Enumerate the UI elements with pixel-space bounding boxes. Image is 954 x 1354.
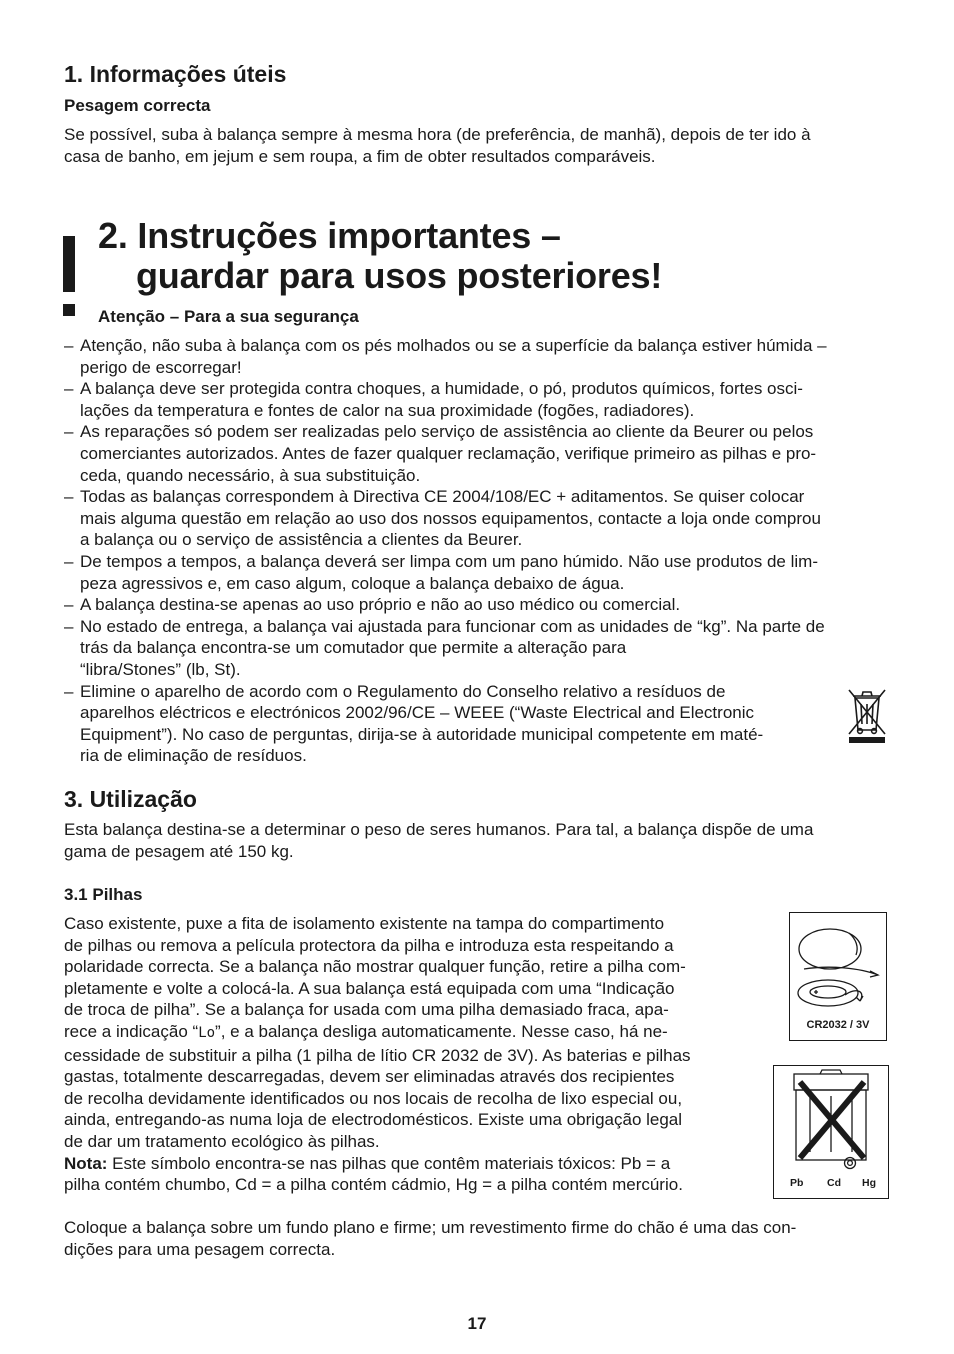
note-line: pilha contém chumbo, Cd = a pilha contém cádmio, Hg = a pilha contém mercúrio.	[64, 1175, 683, 1195]
safety-list-item	[64, 378, 896, 421]
battery-body	[64, 913, 764, 1196]
safety-list-item-line: ceda, quando necessário, à sua substituição.	[80, 465, 421, 485]
safety-list-item	[64, 594, 896, 616]
coin-battery-figure	[789, 912, 887, 1041]
safety-list-item-line: “libra/Stones” (lb, St).	[80, 659, 241, 679]
warning-title: Atenção – Para a sua segurança	[98, 307, 359, 326]
safety-list-item	[64, 486, 896, 551]
safety-list-item-line: Todas as balanças correspondem à Directiva CE 2004/108/EC + aditamentos. Se quiser colocar	[80, 487, 805, 507]
section1-line: Se possível, suba à balança sempre à mesma hora (de preferência, de manhã), depois de ter ido à	[64, 125, 811, 144]
safety-list-item	[64, 335, 896, 378]
section3-line: gama de pesagem até 150 kg.	[64, 841, 294, 861]
section1-subheading: Pesagem correcta	[64, 96, 211, 115]
safety-list	[64, 335, 896, 767]
lo-display-symbol: Lo	[198, 1024, 216, 1041]
safety-list-item	[64, 421, 896, 486]
bin-label-pb: Pb	[790, 1177, 804, 1189]
bin-label-hg: Hg	[862, 1177, 876, 1189]
battery-body-line: pletamente e volte a colocá-la. A sua balança está equipada com uma “Indicação	[64, 978, 675, 998]
safety-list-item-line: Atenção, não suba à balança com os pés molhados ou se a superfície da balança estiver húmida –	[80, 336, 827, 355]
safety-list-item-line: peza agressivos e, em caso algum, coloque a balança debaixo de água.	[80, 573, 625, 593]
crossed-battery-bin-icon	[774, 1066, 888, 1176]
final-line: Coloque a balança sobre um fundo plano e firme; um revestimento firme do chão é uma das con-	[64, 1218, 797, 1237]
section1-line: casa de banho, em jejum e sem roupa, a fim de obter resultados comparáveis.	[64, 146, 656, 166]
final-line: dições para uma pesagem correcta.	[64, 1239, 336, 1259]
safety-list-item	[64, 551, 896, 594]
section2-heading-line1: 2. Instruções importantes –	[98, 215, 561, 256]
safety-list-item	[64, 681, 896, 767]
bin-label-cd: Cd	[827, 1177, 841, 1189]
safety-list-item-line: lações da temperatura e fontes de calor na sua proximidade (fogões, radiadores).	[80, 400, 695, 420]
battery-body-line: cessidade de substituir a pilha (1 pilha de lítio CR 2032 de 3V). As baterias e pilhas	[64, 1045, 691, 1065]
battery-bin-figure	[773, 1065, 889, 1199]
safety-list-item-line: Equipment”). No caso de perguntas, dirija-se à autoridade municipal competente em maté-	[80, 724, 764, 744]
safety-list-item-line: comerciantes autorizados. Antes de fazer qualquer reclamação, verifique primeiro as pilhas e pro-	[80, 443, 817, 463]
crossed-bin-icon	[845, 686, 889, 744]
final-paragraph	[64, 1217, 894, 1260]
lo-line: rece a indicação “Lo”, e a balança desliga automaticamente. Nesse caso, há ne-	[64, 1021, 668, 1041]
note-label: Nota:	[64, 1153, 108, 1173]
exclamation-icon	[62, 236, 78, 318]
safety-list-item-line: De tempos a tempos, a balança deverá ser limpa com um pano húmido. Não use produtos de lim-	[80, 551, 818, 571]
section3-heading: 3. Utilização	[64, 786, 197, 812]
battery-body-line: Caso existente, puxe a fita de isolamento existente na tampa do compartimento	[64, 914, 665, 933]
battery-body-line: de dar um tratamento ecológico às pilhas.	[64, 1131, 380, 1151]
battery-body-line: gastas, totalmente descarregadas, devem ser eliminadas através dos recipientes	[64, 1067, 675, 1087]
safety-list-item-line: perigo de escorregar!	[80, 357, 242, 377]
safety-list-item-line: No estado de entrega, a balança vai ajustada para funcionar com as unidades de “kg”. Na parte de	[80, 616, 825, 636]
section1-body	[64, 124, 894, 167]
coin-battery-icon	[790, 913, 886, 1017]
safety-list-item-line: ria de eliminação de resíduos.	[80, 746, 307, 766]
battery-body-line: de recolha devidamente identificados ou nos locais de recolha de lixo especial ou,	[64, 1088, 683, 1108]
page-number: 17	[467, 1314, 487, 1333]
battery-body-line: de troca de pilha”. Se a balança for usada com uma pilha demasiado fraca, apa-	[64, 1000, 669, 1020]
safety-list-item-line: a balança ou o serviço de assistência a clientes da Beurer.	[80, 530, 523, 550]
safety-list-item-line: aparelhos eléctricos e electrónicos 2002/96/CE – WEEE (“Waste Electrical and Electronic	[80, 703, 755, 723]
note-line: Nota: Este símbolo encontra-se nas pilhas que contêm materiais tóxicos: Pb = a	[64, 1153, 671, 1173]
battery-body-line: polaridade correcta. Se a balança não mostrar qualquer função, retire a pilha com-	[64, 957, 686, 977]
safety-list-item-line: As reparações só podem ser realizadas pelo serviço de assistência ao cliente da Beurer ou pelos	[80, 422, 814, 442]
safety-list-item-line: A balança destina-se apenas ao uso próprio e não ao uso médico ou comercial.	[80, 595, 681, 615]
battery-figure-label: CR2032 / 3V	[806, 1019, 870, 1031]
battery-body-line: de pilhas ou remova a película protectora da pilha e introduza esta respeitando a	[64, 935, 674, 955]
section3-line: Esta balança destina-se a determinar o peso de seres humanos. Para tal, a balança dispõe de uma	[64, 820, 814, 839]
battery-body-line: ainda, entregando-as numa loja de electrodomésticos. Existe uma obrigação legal	[64, 1110, 683, 1130]
safety-list-item	[64, 616, 896, 681]
safety-list-item-line: trás da balança encontra-se um comutador que permite a alteração para	[80, 638, 627, 658]
safety-list-item-line: Elimine o aparelho de acordo com o Regulamento do Conselho relativo a resíduos de	[80, 681, 726, 701]
section3-intro	[64, 819, 894, 862]
safety-list-item-line: A balança deve ser protegida contra choques, a humidade, o pó, produtos químicos, fortes osci-	[80, 379, 803, 399]
safety-list-item-line: mais alguma questão em relação ao uso dos nossos equipamentos, contacte a loja onde comprou	[80, 508, 821, 528]
section2-heading-line2: guardar para usos posteriores!	[136, 255, 663, 296]
section1-heading: 1. Informações úteis	[64, 61, 287, 87]
battery-subheading: 3.1 Pilhas	[64, 885, 143, 904]
